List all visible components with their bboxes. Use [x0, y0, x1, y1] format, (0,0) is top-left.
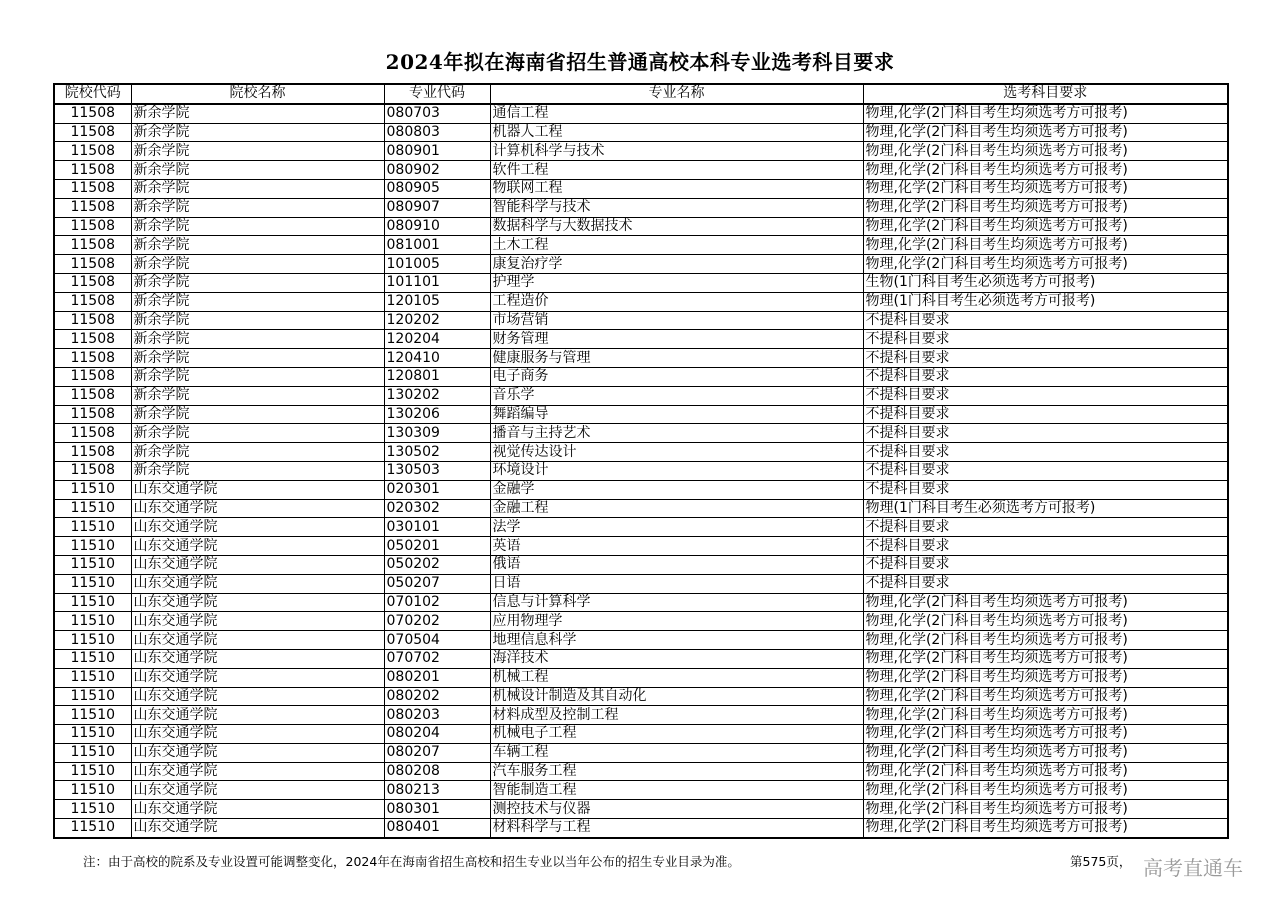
cell-major-name: 通信工程 [490, 104, 863, 123]
cell-school-code: 11510 [54, 649, 131, 668]
table-row [54, 386, 1228, 405]
cell-school-code: 11510 [54, 668, 131, 687]
cell-school-code: 11508 [54, 311, 131, 330]
cell-subject-requirement: 不提科目要求 [863, 480, 1228, 499]
cell-major-name: 土木工程 [490, 236, 863, 255]
cell-school-name: 山东交通学院 [131, 612, 384, 631]
cell-school-name: 新余学院 [131, 424, 384, 443]
cell-school-code: 11510 [54, 555, 131, 574]
watermark: 高考直通车 [1143, 856, 1243, 880]
cell-school-name: 山东交通学院 [131, 593, 384, 612]
cell-major-name: 测控技术与仪器 [490, 800, 863, 819]
cell-major-code: 120204 [384, 330, 490, 349]
cell-school-code: 11510 [54, 593, 131, 612]
table-row [54, 499, 1228, 518]
cell-major-name: 电子商务 [490, 367, 863, 386]
cell-school-code: 11510 [54, 743, 131, 762]
cell-major-code: 050201 [384, 537, 490, 556]
cell-school-code: 11510 [54, 631, 131, 650]
cell-subject-requirement: 物理,化学(2门科目考生均须选考方可报考) [863, 217, 1228, 236]
page-number: 第575页， [1070, 854, 1132, 869]
table-row [54, 631, 1228, 650]
cell-major-code: 101005 [384, 255, 490, 274]
cell-school-code: 11510 [54, 819, 131, 838]
cell-subject-requirement: 不提科目要求 [863, 518, 1228, 537]
cell-subject-requirement: 物理,化学(2门科目考生均须选考方可报考) [863, 800, 1228, 819]
cell-major-code: 120410 [384, 349, 490, 368]
table-row [54, 555, 1228, 574]
cell-major-name: 音乐学 [490, 386, 863, 405]
cell-major-name: 地理信息科学 [490, 631, 863, 650]
cell-school-code: 11508 [54, 443, 131, 462]
cell-major-name: 海洋技术 [490, 649, 863, 668]
header-row [54, 84, 1228, 104]
cell-subject-requirement: 不提科目要求 [863, 367, 1228, 386]
cell-major-code: 080907 [384, 198, 490, 217]
cell-major-name: 物联网工程 [490, 179, 863, 198]
footer-note: 注：由于高校的院系及专业设置可能调整变化，2024年在海南省招生高校和招生专业以当年公布的招生专业目录为准。 [83, 854, 740, 869]
cell-major-code: 020302 [384, 499, 490, 518]
cell-major-name: 法学 [490, 518, 863, 537]
cell-major-code: 080301 [384, 800, 490, 819]
table-row [54, 518, 1228, 537]
cell-major-name: 视觉传达设计 [490, 443, 863, 462]
cell-school-code: 11508 [54, 236, 131, 255]
cell-major-name: 英语 [490, 537, 863, 556]
cell-school-code: 11510 [54, 612, 131, 631]
cell-school-code: 11508 [54, 461, 131, 480]
cell-school-code: 11508 [54, 273, 131, 292]
cell-major-code: 130309 [384, 424, 490, 443]
cell-major-name: 财务管理 [490, 330, 863, 349]
table-row [54, 198, 1228, 217]
table-row [54, 273, 1228, 292]
page-title: 2024年拟在海南省招生普通高校本科专业选考科目要求 [385, 50, 895, 74]
cell-school-code: 11510 [54, 800, 131, 819]
cell-major-code: 080901 [384, 142, 490, 161]
cell-subject-requirement: 生物(1门科目考生必须选考方可报考) [863, 273, 1228, 292]
table-row [54, 179, 1228, 198]
table-row [54, 574, 1228, 593]
cell-major-name: 机械电子工程 [490, 725, 863, 744]
header-major-code: 专业代码 [384, 84, 490, 104]
cell-school-code: 11510 [54, 518, 131, 537]
cell-school-name: 新余学院 [131, 236, 384, 255]
cell-major-code: 020301 [384, 480, 490, 499]
table-row [54, 461, 1228, 480]
table-row [54, 480, 1228, 499]
cell-subject-requirement: 物理,化学(2门科目考生均须选考方可报考) [863, 104, 1228, 123]
cell-school-code: 11510 [54, 706, 131, 725]
cell-subject-requirement: 物理,化学(2门科目考生均须选考方可报考) [863, 612, 1228, 631]
cell-school-code: 11508 [54, 292, 131, 311]
table-row [54, 292, 1228, 311]
cell-subject-requirement: 物理(1门科目考生必须选考方可报考) [863, 292, 1228, 311]
table-row [54, 349, 1228, 368]
cell-school-code: 11508 [54, 424, 131, 443]
table-header [54, 84, 1228, 104]
cell-school-name: 山东交通学院 [131, 668, 384, 687]
cell-major-name: 舞蹈编导 [490, 405, 863, 424]
cell-school-code: 11508 [54, 104, 131, 123]
cell-subject-requirement: 不提科目要求 [863, 405, 1228, 424]
cell-major-code: 081001 [384, 236, 490, 255]
cell-major-name: 计算机科学与技术 [490, 142, 863, 161]
cell-major-code: 130202 [384, 386, 490, 405]
cell-major-name: 健康服务与管理 [490, 349, 863, 368]
header-major-name: 专业名称 [490, 84, 863, 104]
cell-subject-requirement: 物理,化学(2门科目考生均须选考方可报考) [863, 593, 1228, 612]
cell-subject-requirement: 物理,化学(2门科目考生均须选考方可报考) [863, 706, 1228, 725]
cell-school-name: 山东交通学院 [131, 480, 384, 499]
cell-school-name: 山东交通学院 [131, 725, 384, 744]
cell-major-code: 080204 [384, 725, 490, 744]
header-subject-requirement: 选考科目要求 [863, 84, 1228, 104]
cell-major-name: 机械设计制造及其自动化 [490, 687, 863, 706]
cell-school-name: 新余学院 [131, 142, 384, 161]
cell-major-code: 080201 [384, 668, 490, 687]
cell-subject-requirement: 不提科目要求 [863, 555, 1228, 574]
cell-subject-requirement: 不提科目要求 [863, 461, 1228, 480]
cell-major-name: 日语 [490, 574, 863, 593]
cell-major-code: 080202 [384, 687, 490, 706]
cell-subject-requirement: 物理,化学(2门科目考生均须选考方可报考) [863, 161, 1228, 180]
cell-school-code: 11510 [54, 725, 131, 744]
cell-major-name: 金融学 [490, 480, 863, 499]
cell-school-code: 11508 [54, 142, 131, 161]
cell-school-name: 山东交通学院 [131, 574, 384, 593]
table-row [54, 123, 1228, 142]
cell-school-name: 新余学院 [131, 179, 384, 198]
cell-major-name: 金融工程 [490, 499, 863, 518]
cell-major-code: 080910 [384, 217, 490, 236]
cell-subject-requirement: 不提科目要求 [863, 574, 1228, 593]
cell-school-name: 新余学院 [131, 198, 384, 217]
table-row [54, 161, 1228, 180]
cell-school-code: 11508 [54, 179, 131, 198]
cell-school-name: 新余学院 [131, 386, 384, 405]
cell-school-name: 山东交通学院 [131, 743, 384, 762]
table-row [54, 649, 1228, 668]
cell-school-code: 11510 [54, 537, 131, 556]
cell-school-code: 11508 [54, 330, 131, 349]
cell-major-code: 080803 [384, 123, 490, 142]
cell-major-name: 俄语 [490, 555, 863, 574]
header-school-code: 院校代码 [54, 84, 131, 104]
cell-school-code: 11508 [54, 198, 131, 217]
cell-school-code: 11508 [54, 255, 131, 274]
cell-subject-requirement: 物理,化学(2门科目考生均须选考方可报考) [863, 179, 1228, 198]
table-row [54, 537, 1228, 556]
cell-subject-requirement: 物理,化学(2门科目考生均须选考方可报考) [863, 743, 1228, 762]
cell-major-name: 康复治疗学 [490, 255, 863, 274]
cell-school-name: 山东交通学院 [131, 706, 384, 725]
table-row [54, 612, 1228, 631]
cell-school-code: 11510 [54, 574, 131, 593]
cell-school-code: 11508 [54, 367, 131, 386]
cell-major-code: 130502 [384, 443, 490, 462]
cell-subject-requirement: 物理,化学(2门科目考生均须选考方可报考) [863, 668, 1228, 687]
cell-school-name: 山东交通学院 [131, 762, 384, 781]
cell-school-code: 11508 [54, 217, 131, 236]
cell-major-name: 材料成型及控制工程 [490, 706, 863, 725]
cell-school-name: 新余学院 [131, 367, 384, 386]
cell-major-code: 030101 [384, 518, 490, 537]
cell-school-name: 新余学院 [131, 292, 384, 311]
cell-major-name: 播音与主持艺术 [490, 424, 863, 443]
cell-school-code: 11510 [54, 499, 131, 518]
table-row [54, 217, 1228, 236]
cell-major-code: 120105 [384, 292, 490, 311]
cell-subject-requirement: 物理,化学(2门科目考生均须选考方可报考) [863, 631, 1228, 650]
cell-school-name: 新余学院 [131, 273, 384, 292]
cell-school-name: 山东交通学院 [131, 687, 384, 706]
cell-major-code: 080208 [384, 762, 490, 781]
cell-school-name: 山东交通学院 [131, 819, 384, 838]
cell-school-name: 新余学院 [131, 461, 384, 480]
table-row [54, 593, 1228, 612]
cell-subject-requirement: 物理(1门科目考生必须选考方可报考) [863, 499, 1228, 518]
table-body [54, 104, 1228, 838]
cell-major-name: 汽车服务工程 [490, 762, 863, 781]
cell-major-code: 120801 [384, 367, 490, 386]
cell-major-name: 材料科学与工程 [490, 819, 863, 838]
cell-school-name: 新余学院 [131, 255, 384, 274]
cell-subject-requirement: 物理,化学(2门科目考生均须选考方可报考) [863, 725, 1228, 744]
cell-school-name: 山东交通学院 [131, 555, 384, 574]
cell-school-name: 山东交通学院 [131, 800, 384, 819]
cell-major-code: 130206 [384, 405, 490, 424]
cell-subject-requirement: 物理,化学(2门科目考生均须选考方可报考) [863, 649, 1228, 668]
table-row [54, 330, 1228, 349]
table-row [54, 819, 1228, 838]
cell-school-name: 山东交通学院 [131, 499, 384, 518]
cell-subject-requirement: 不提科目要求 [863, 330, 1228, 349]
cell-school-code: 11508 [54, 123, 131, 142]
cell-major-name: 市场营销 [490, 311, 863, 330]
requirements-table [53, 83, 1229, 839]
cell-subject-requirement: 不提科目要求 [863, 386, 1228, 405]
cell-major-code: 080213 [384, 781, 490, 800]
cell-school-code: 11508 [54, 349, 131, 368]
cell-major-code: 120202 [384, 311, 490, 330]
cell-major-code: 130503 [384, 461, 490, 480]
cell-major-name: 智能制造工程 [490, 781, 863, 800]
cell-subject-requirement: 物理,化学(2门科目考生均须选考方可报考) [863, 762, 1228, 781]
cell-school-name: 新余学院 [131, 405, 384, 424]
cell-subject-requirement: 物理,化学(2门科目考生均须选考方可报考) [863, 123, 1228, 142]
cell-school-name: 新余学院 [131, 104, 384, 123]
table-row [54, 255, 1228, 274]
cell-school-code: 11510 [54, 762, 131, 781]
cell-major-code: 101101 [384, 273, 490, 292]
table-row [54, 104, 1228, 123]
cell-school-name: 山东交通学院 [131, 781, 384, 800]
cell-subject-requirement: 不提科目要求 [863, 443, 1228, 462]
cell-school-name: 新余学院 [131, 330, 384, 349]
cell-major-name: 车辆工程 [490, 743, 863, 762]
cell-major-name: 工程造价 [490, 292, 863, 311]
cell-major-code: 080401 [384, 819, 490, 838]
table-row [54, 743, 1228, 762]
cell-subject-requirement: 物理,化学(2门科目考生均须选考方可报考) [863, 819, 1228, 838]
cell-major-code: 080905 [384, 179, 490, 198]
cell-school-name: 新余学院 [131, 217, 384, 236]
cell-school-name: 山东交通学院 [131, 631, 384, 650]
cell-major-code: 070504 [384, 631, 490, 650]
cell-school-name: 山东交通学院 [131, 518, 384, 537]
cell-major-code: 050202 [384, 555, 490, 574]
cell-major-name: 数据科学与大数据技术 [490, 217, 863, 236]
table-row [54, 687, 1228, 706]
table-row [54, 142, 1228, 161]
cell-major-name: 护理学 [490, 273, 863, 292]
table-row [54, 800, 1228, 819]
table-row [54, 367, 1228, 386]
cell-major-code: 080203 [384, 706, 490, 725]
cell-major-name: 机械工程 [490, 668, 863, 687]
cell-major-name: 软件工程 [490, 161, 863, 180]
table-row [54, 443, 1228, 462]
cell-major-code: 080207 [384, 743, 490, 762]
cell-school-name: 新余学院 [131, 443, 384, 462]
cell-subject-requirement: 物理,化学(2门科目考生均须选考方可报考) [863, 236, 1228, 255]
table-row [54, 405, 1228, 424]
cell-major-name: 信息与计算科学 [490, 593, 863, 612]
cell-school-name: 新余学院 [131, 123, 384, 142]
cell-subject-requirement: 物理,化学(2门科目考生均须选考方可报考) [863, 255, 1228, 274]
cell-major-name: 机器人工程 [490, 123, 863, 142]
cell-school-code: 11508 [54, 405, 131, 424]
cell-school-name: 新余学院 [131, 349, 384, 368]
cell-school-name: 新余学院 [131, 161, 384, 180]
cell-subject-requirement: 物理,化学(2门科目考生均须选考方可报考) [863, 198, 1228, 217]
cell-major-code: 070202 [384, 612, 490, 631]
cell-school-code: 11510 [54, 687, 131, 706]
cell-school-code: 11510 [54, 480, 131, 499]
cell-subject-requirement: 不提科目要求 [863, 311, 1228, 330]
table-row [54, 762, 1228, 781]
cell-subject-requirement: 物理,化学(2门科目考生均须选考方可报考) [863, 687, 1228, 706]
cell-subject-requirement: 不提科目要求 [863, 349, 1228, 368]
cell-major-name: 应用物理学 [490, 612, 863, 631]
cell-major-code: 080703 [384, 104, 490, 123]
cell-major-name: 环境设计 [490, 461, 863, 480]
cell-major-code: 080902 [384, 161, 490, 180]
table-row [54, 424, 1228, 443]
cell-major-code: 070702 [384, 649, 490, 668]
table-row [54, 236, 1228, 255]
cell-school-code: 11510 [54, 781, 131, 800]
cell-school-name: 山东交通学院 [131, 537, 384, 556]
table-row [54, 311, 1228, 330]
cell-subject-requirement: 不提科目要求 [863, 424, 1228, 443]
header-school-name: 院校名称 [131, 84, 384, 104]
cell-major-code: 050207 [384, 574, 490, 593]
cell-subject-requirement: 不提科目要求 [863, 537, 1228, 556]
cell-school-code: 11508 [54, 386, 131, 405]
cell-school-name: 新余学院 [131, 311, 384, 330]
table-row [54, 706, 1228, 725]
cell-subject-requirement: 物理,化学(2门科目考生均须选考方可报考) [863, 142, 1228, 161]
table-row [54, 781, 1228, 800]
cell-school-code: 11508 [54, 161, 131, 180]
cell-subject-requirement: 物理,化学(2门科目考生均须选考方可报考) [863, 781, 1228, 800]
cell-school-name: 山东交通学院 [131, 649, 384, 668]
table-row [54, 725, 1228, 744]
cell-major-code: 070102 [384, 593, 490, 612]
table-row [54, 668, 1228, 687]
cell-major-name: 智能科学与技术 [490, 198, 863, 217]
